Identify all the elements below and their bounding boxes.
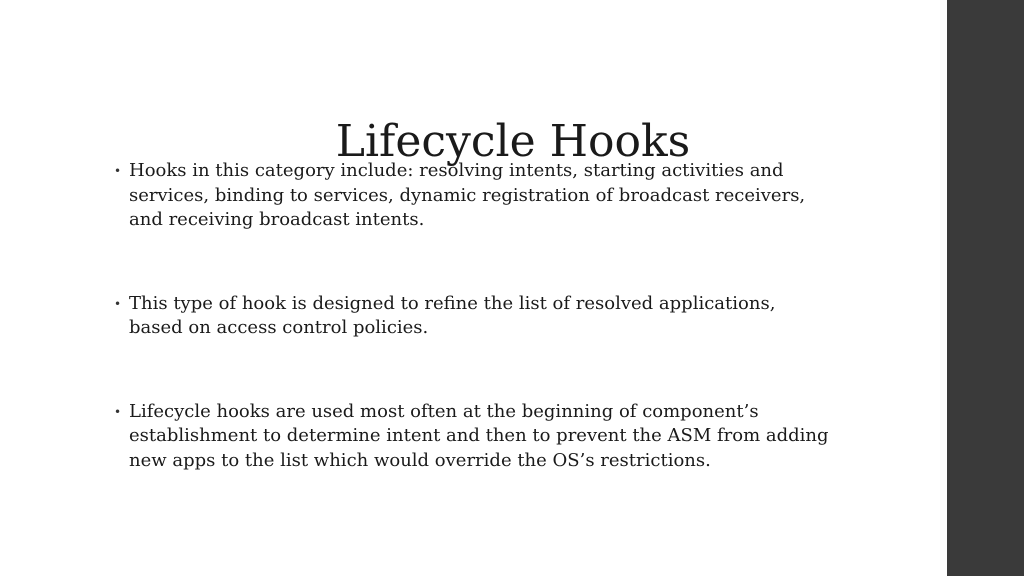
bullet-marker: • [114,164,122,178]
bullet-item [112,400,832,474]
bullet-marker: • [114,296,122,311]
bullet-text: Hooks in this category include: resolving intents, starting activities and services, binding to services, dynamic registration of broadcast receivers, and receiving broadcast intents. [129,160,806,230]
side-accent-band [947,0,1024,576]
bullet-item [112,159,832,233]
bullet-list [112,159,832,473]
slide-title: Lifecycle Hooks [335,116,691,168]
bullet-item [112,292,832,341]
bullet-text: This type of hook is designed to refine the list of resolved applications, based on access control policies. [129,292,776,338]
bullet-marker: • [114,404,122,419]
bullet-text: Lifecycle hooks are used most often at the beginning of component’s establishment to determine intent and then to prevent the ASM from adding new apps to the list which would override the OS’s restrictions. [129,400,829,471]
